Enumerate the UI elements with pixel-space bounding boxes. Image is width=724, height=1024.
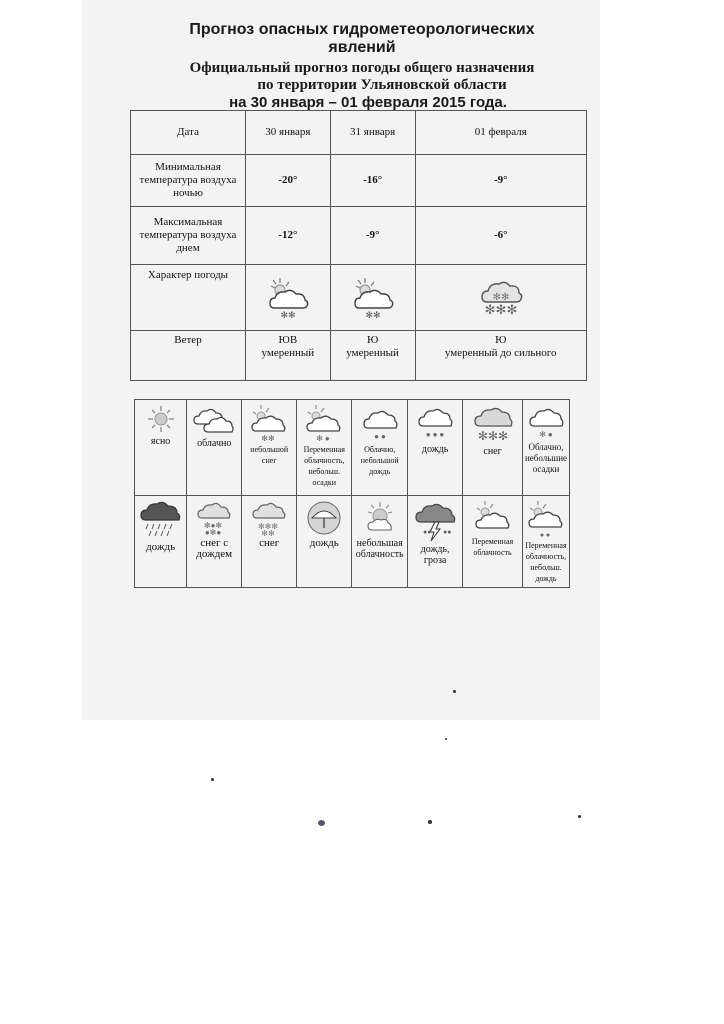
legend-label: небольшая облачность bbox=[355, 538, 404, 560]
partly-cloudy-precip-icon bbox=[302, 404, 346, 442]
cloudy-icon bbox=[192, 404, 236, 436]
weather-label: Характер погоды bbox=[131, 265, 246, 331]
forecast-row-wind bbox=[131, 331, 587, 381]
forecast-row-min bbox=[131, 155, 587, 207]
legend-row bbox=[135, 496, 570, 588]
legend-cell bbox=[187, 400, 242, 496]
thunderstorm-icon bbox=[413, 500, 457, 542]
legend-label: Переменная облачность, небольш. дождь bbox=[525, 541, 567, 583]
sun-icon bbox=[146, 404, 176, 434]
partly-cloudy-light-rain-icon bbox=[524, 500, 568, 538]
date-cell: 30 января bbox=[246, 111, 331, 155]
legend-label: дождь bbox=[309, 537, 339, 549]
legend-cell bbox=[242, 400, 297, 496]
cloudy-light-precip-icon bbox=[526, 404, 566, 440]
legend-label: Переменная облачность bbox=[471, 537, 514, 557]
title-line-4: по территории Ульяновской области bbox=[257, 77, 507, 93]
date-label: Дата bbox=[131, 111, 246, 155]
wind-direction: Ю bbox=[495, 334, 507, 346]
svg-text:✻✻✻: ✻✻✻ bbox=[258, 522, 279, 531]
title-line-5: на 30 января – 01 февраля 2015 года. bbox=[229, 94, 507, 111]
light-rain-icon bbox=[360, 404, 400, 442]
svg-text:✻ ●: ✻ ● bbox=[539, 430, 553, 439]
svg-text:✻✻✻: ✻✻✻ bbox=[477, 429, 508, 443]
forecast-row-weather bbox=[131, 265, 587, 331]
min-temp-value: -16° bbox=[330, 155, 415, 207]
cloud-snow-icon bbox=[264, 276, 312, 320]
legend-cell bbox=[135, 496, 187, 588]
legend-label: облачно bbox=[197, 438, 232, 449]
legend-cell bbox=[297, 496, 352, 588]
legend-label: дождь bbox=[146, 541, 176, 553]
legend-cell bbox=[408, 400, 463, 496]
date-cell: 01 февраля bbox=[415, 111, 587, 155]
wind-cell bbox=[246, 331, 331, 381]
legend-row bbox=[135, 400, 570, 496]
min-temp-label: Минимальная температура воздуха ночью bbox=[131, 155, 246, 207]
svg-text:✻✻: ✻✻ bbox=[280, 309, 296, 320]
legend-cell bbox=[463, 496, 523, 588]
legend-label: небольшой снег bbox=[250, 445, 289, 465]
light-snow-icon bbox=[247, 404, 291, 442]
min-temp-value: -20° bbox=[246, 155, 331, 207]
svg-text:●✻●: ●✻● bbox=[205, 528, 222, 536]
svg-text:✻●✻: ✻●✻ bbox=[204, 521, 223, 530]
legend-cell bbox=[408, 496, 463, 588]
legend-cell bbox=[352, 400, 408, 496]
title-line-1: Прогноз опасных гидрометеорологических bbox=[189, 21, 535, 38]
rain-icon bbox=[415, 404, 455, 442]
heavy-snow-icon bbox=[477, 276, 525, 320]
legend-label: дождь bbox=[421, 444, 449, 455]
max-temp-value: -9° bbox=[330, 207, 415, 265]
legend-cell bbox=[187, 496, 242, 588]
legend-cell bbox=[523, 400, 570, 496]
wind-direction: Ю bbox=[366, 334, 379, 346]
forecast-row-max bbox=[131, 207, 587, 265]
legend-cell bbox=[242, 496, 297, 588]
legend-label: Переменная облачность, небольш. осадки bbox=[303, 445, 345, 487]
svg-text:✻ ●: ✻ ● bbox=[316, 434, 331, 442]
min-temp-value: -9° bbox=[415, 155, 587, 207]
svg-text:✻✻✻: ✻✻✻ bbox=[484, 301, 518, 317]
wind-direction: ЮВ bbox=[278, 334, 298, 346]
scan-speck bbox=[211, 778, 214, 781]
svg-text:✻✻: ✻✻ bbox=[261, 434, 275, 442]
legend-label: ясно bbox=[150, 436, 171, 447]
legend-table bbox=[134, 399, 570, 588]
snow-icon bbox=[471, 404, 515, 444]
sun-behind-cloud-icon bbox=[360, 500, 400, 536]
svg-text:●●: ●● bbox=[423, 528, 432, 536]
scan-speck bbox=[428, 820, 432, 824]
umbrella-rain-icon bbox=[304, 500, 344, 536]
svg-text:✻✻: ✻✻ bbox=[261, 529, 275, 536]
max-temp-value: -6° bbox=[415, 207, 587, 265]
svg-text:● ●: ● ● bbox=[373, 432, 386, 441]
svg-text:● ● ●: ● ● ● bbox=[425, 430, 445, 439]
snow-icon bbox=[249, 500, 289, 536]
legend-cell bbox=[463, 400, 523, 496]
scan-speck bbox=[318, 820, 325, 826]
legend-cell bbox=[352, 496, 408, 588]
weather-icon-cell bbox=[415, 265, 587, 331]
wind-cell bbox=[330, 331, 415, 381]
svg-text:✻✻: ✻✻ bbox=[365, 309, 381, 320]
partly-cloudy-icon bbox=[471, 500, 515, 534]
sleet-icon bbox=[194, 500, 234, 536]
wind-strength: умеренный bbox=[346, 347, 399, 359]
legend-label: снег с дождем bbox=[196, 537, 233, 560]
wind-strength: умеренный bbox=[261, 347, 315, 359]
forecast-row-date bbox=[131, 111, 587, 155]
legend-cell bbox=[135, 400, 187, 496]
dark-rain-icon bbox=[138, 500, 184, 540]
wind-cell bbox=[415, 331, 587, 381]
svg-text:● ●: ● ● bbox=[539, 531, 551, 538]
legend-label: Облачно, небольшой дождь bbox=[360, 445, 399, 476]
weather-icon-cell bbox=[246, 265, 331, 331]
date-cell: 31 января bbox=[330, 111, 415, 155]
wind-label: Ветер bbox=[131, 331, 246, 381]
svg-text:✻✻: ✻✻ bbox=[492, 291, 510, 303]
svg-text:●●: ●● bbox=[443, 528, 452, 536]
scan-speck bbox=[453, 690, 456, 693]
cloud-snow-icon bbox=[349, 276, 397, 320]
legend-label: снег bbox=[259, 537, 280, 549]
legend-label: Облачно, небольшие осадки bbox=[524, 442, 568, 474]
legend-label: снег bbox=[483, 446, 502, 457]
max-temp-value: -12° bbox=[246, 207, 331, 265]
wind-strength: умеренный до сильного bbox=[444, 347, 557, 359]
title-line-2: явлений bbox=[328, 39, 396, 56]
scan-speck bbox=[445, 738, 447, 740]
forecast-table bbox=[130, 110, 587, 381]
legend-cell bbox=[523, 496, 570, 588]
weather-icon-cell bbox=[330, 265, 415, 331]
max-temp-label: Максимальная температура воздуха днем bbox=[131, 207, 246, 265]
legend-cell bbox=[297, 400, 352, 496]
scan-speck bbox=[578, 815, 581, 818]
title-line-3: Официальный прогноз погоды общего назначения bbox=[189, 60, 535, 76]
legend-label: дождь, гроза bbox=[420, 544, 450, 566]
